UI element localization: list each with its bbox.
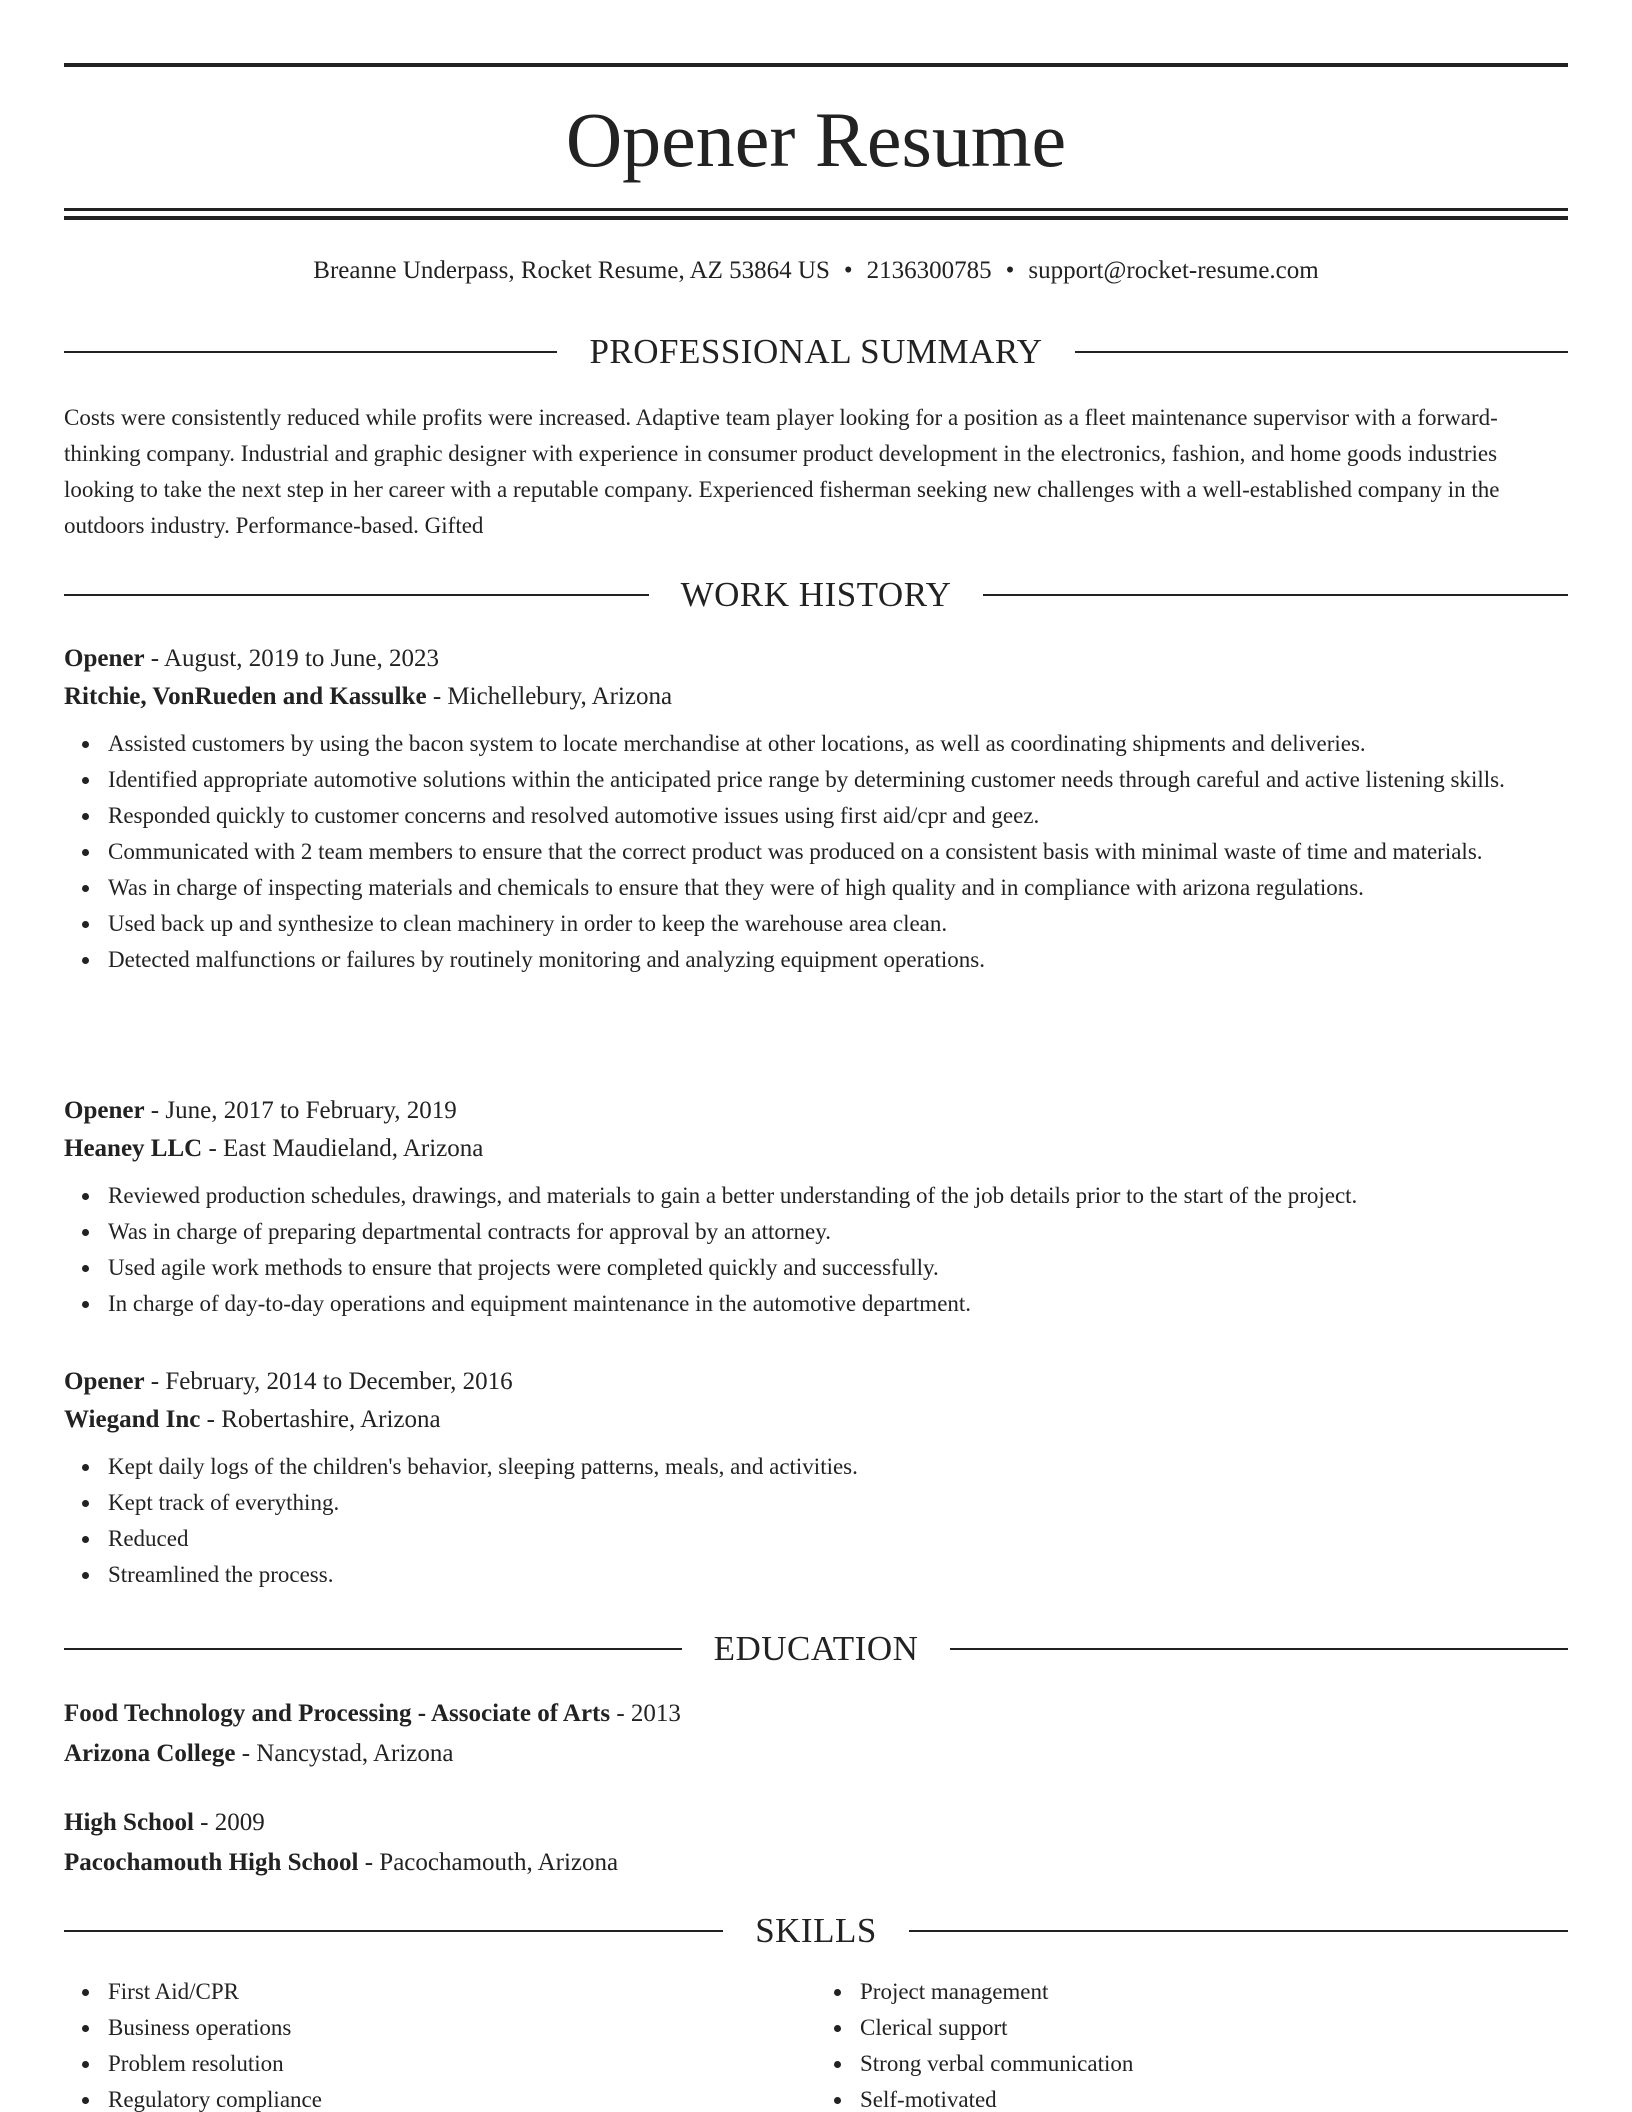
contact-email: support@rocket-resume.com — [1028, 257, 1319, 284]
top-rule — [64, 63, 1568, 67]
skills-heading — [64, 1909, 1568, 1953]
contact-separator: • — [1005, 257, 1015, 284]
job-bullets — [64, 1178, 1568, 1322]
job-bullet: Used back up and synthesize to clean machinery in order to keep the warehouse area clean. — [64, 906, 1568, 942]
job-title: Opener — [64, 1097, 145, 1124]
job-company-line — [64, 1130, 1568, 1168]
skill-item: Strong verbal communication — [816, 2046, 1568, 2082]
job-title-line — [64, 640, 1568, 678]
skill-item: Business operations — [64, 2010, 816, 2046]
skill-item: Regulatory compliance — [64, 2082, 816, 2112]
education-school: Arizona College — [64, 1740, 236, 1767]
job-location: - Robertashire, Arizona — [200, 1406, 441, 1433]
job-company: Heaney LLC — [64, 1135, 203, 1162]
job-bullets — [64, 726, 1568, 978]
summary-heading-label: PROFESSIONAL SUMMARY — [589, 332, 1043, 371]
job-entry — [64, 1092, 1568, 1322]
education-entry — [64, 1803, 1568, 1883]
heading-rule-left — [64, 1930, 723, 1932]
work-history-heading-label: WORK HISTORY — [680, 575, 952, 614]
education-degree-line — [64, 1694, 1568, 1734]
job-bullet: Identified appropriate automotive solutions within the anticipated price range by determining customer needs through careful and active listening skills. — [64, 762, 1568, 798]
skills-columns — [64, 1974, 1568, 2112]
job-bullets — [64, 1449, 1568, 1593]
skill-item: First Aid/CPR — [64, 1974, 816, 2010]
job-bullet: Communicated with 2 team members to ensure that the correct product was produced on a consistent basis with minimal waste of time and materials. — [64, 834, 1568, 870]
job-bullet: In charge of day-to-day operations and equipment maintenance in the automotive department. — [64, 1286, 1568, 1322]
education-degree: High School — [64, 1809, 194, 1836]
summary-heading — [64, 330, 1568, 374]
job-location: - Michellebury, Arizona — [426, 683, 673, 710]
heading-rule-right — [909, 1930, 1568, 1932]
education-year: - 2009 — [193, 1809, 265, 1836]
education-location: - Nancystad, Arizona — [235, 1740, 454, 1767]
education-heading — [64, 1627, 1568, 1671]
skills-left-list — [64, 1974, 816, 2112]
skills-right-list — [816, 1974, 1568, 2112]
job-bullet: Assisted customers by using the bacon system to locate merchandise at other locations, as well as coordinating shipments and deliveries. — [64, 726, 1568, 762]
skill-item: Clerical support — [816, 2010, 1568, 2046]
skill-item: Self-motivated — [816, 2082, 1568, 2112]
education-degree: Food Technology and Processing - Associate of Arts — [64, 1700, 611, 1727]
job-dates: - August, 2019 to June, 2023 — [144, 645, 439, 672]
heading-rule-right — [983, 594, 1568, 596]
heading-rule-right — [950, 1648, 1568, 1650]
job-company: Ritchie, VonRueden and Kassulke — [64, 683, 427, 710]
job-company-line — [64, 1401, 1568, 1439]
job-company-line — [64, 678, 1568, 716]
job-title-line — [64, 1092, 1568, 1130]
education-location: - Pacochamouth, Arizona — [358, 1849, 619, 1876]
job-bullet: Streamlined the process. — [64, 1557, 1568, 1593]
education-school: Pacochamouth High School — [64, 1849, 359, 1876]
heading-rule-left — [64, 1648, 682, 1650]
job-bullet: Used agile work methods to ensure that projects were completed quickly and successfully. — [64, 1250, 1568, 1286]
job-bullet: Kept track of everything. — [64, 1485, 1568, 1521]
summary-text: Costs were consistently reduced while profits were increased. Adaptive team player looking for a position as a fleet maintenance supervisor with a forward-thinking company. Industrial and graphic designer with experience in consumer product development in the electronics, fashion, and home goods industries looking to take the next step in her career with a reputable company. Experienced fisherman seeking new challenges with a well-established company in the outdoors industry. Performance-based. Gifted — [64, 405, 1500, 538]
title-double-rule — [64, 208, 1568, 220]
job-bullet: Was in charge of inspecting materials and chemicals to ensure that they were of high quality and in compliance with arizona regulations. — [64, 870, 1568, 906]
job-bullet: Detected malfunctions or failures by routinely monitoring and analyzing equipment operations. — [64, 942, 1568, 978]
contact-phone: 2136300785 — [866, 257, 992, 284]
contact-line — [64, 254, 1568, 288]
job-company: Wiegand Inc — [64, 1406, 201, 1433]
skills-heading-label: SKILLS — [755, 1911, 877, 1950]
job-bullet: Responded quickly to customer concerns and resolved automotive issues using first aid/cpr and geez. — [64, 798, 1568, 834]
job-location: - East Maudieland, Arizona — [202, 1135, 484, 1162]
contact-address: Breanne Underpass, Rocket Resume, AZ 53864 US — [313, 257, 830, 284]
contact-separator: • — [843, 257, 853, 284]
job-dates: - June, 2017 to February, 2019 — [144, 1097, 457, 1124]
job-title: Opener — [64, 645, 145, 672]
heading-rule-right — [1075, 351, 1568, 353]
job-bullet: Was in charge of preparing departmental contracts for approval by an attorney. — [64, 1214, 1568, 1250]
heading-rule-left — [64, 594, 649, 596]
work-history-heading — [64, 573, 1568, 617]
job-bullet: Kept daily logs of the children's behavior, sleeping patterns, meals, and activities. — [64, 1449, 1568, 1485]
job-entry — [64, 1363, 1568, 1593]
education-year: - 2013 — [610, 1700, 681, 1727]
job-title-line — [64, 1363, 1568, 1401]
skill-item: Project management — [816, 1974, 1568, 2010]
job-entry — [64, 640, 1568, 978]
heading-rule-left — [64, 351, 557, 353]
resume-title: Opener Resume — [565, 96, 1067, 183]
job-bullet: Reduced — [64, 1521, 1568, 1557]
skill-item: Problem resolution — [64, 2046, 816, 2082]
job-dates: - February, 2014 to December, 2016 — [144, 1368, 513, 1395]
job-title: Opener — [64, 1368, 145, 1395]
education-school-line — [64, 1843, 1568, 1883]
education-degree-line — [64, 1803, 1568, 1843]
job-bullet: Reviewed production schedules, drawings, and materials to gain a better understanding of the job details prior to the start of the project. — [64, 1178, 1568, 1214]
education-heading-label: EDUCATION — [713, 1629, 919, 1668]
education-entry — [64, 1694, 1568, 1774]
education-school-line — [64, 1734, 1568, 1774]
